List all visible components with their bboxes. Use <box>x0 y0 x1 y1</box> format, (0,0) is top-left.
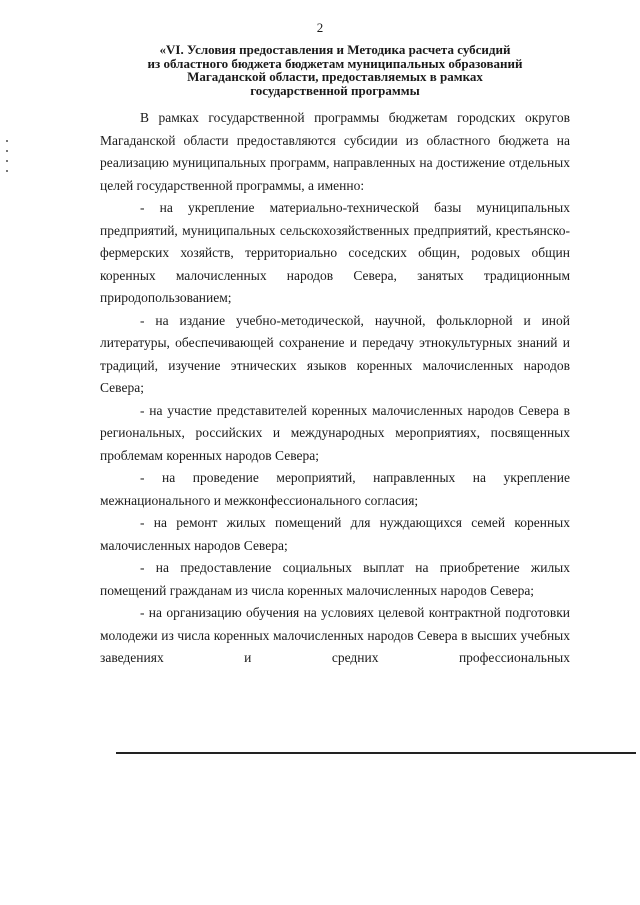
list-item-paragraph: - на ремонт жилых помещений для нуждающихся семей коренных малочисленных народов Севера; <box>100 515 570 553</box>
document-body <box>100 107 570 670</box>
section-heading <box>100 43 570 97</box>
heading-line: Магаданской области, предоставляемых в рамках <box>187 69 483 84</box>
page-number: 2 <box>316 20 324 35</box>
list-item-paragraph: - на укрепление материально-технической базы муниципальных предприятий, муниципальных сельскохозяйственных предприятий, крестьянско-фермерских хозяйств, территориально соседских общин, родовых общин коренных малочисленных народов Севера, занятых традиционным природопользованием; <box>100 200 570 305</box>
heading-line: государственной программы <box>250 82 420 98</box>
heading-line: из областного бюджета бюджетам муниципальных образований <box>147 55 523 71</box>
scan-artifact <box>6 140 9 180</box>
intro-paragraph: В рамках государственной программы бюджетам городских округов Магаданской области предоставляются субсидии из областного бюджета на реализацию муниципальных программ, направленных на достижение отдельных целей государственной программы, а именно: <box>100 110 570 193</box>
heading-line: «VI. Условия предоставления и Методика расчета субсидий <box>159 42 511 57</box>
bottom-divider <box>116 752 636 754</box>
list-item-paragraph: - на издание учебно-методической, научной, фольклорной и иной литературы, обеспечивающей сохранение и передачу этнокультурных знаний и традиций, изучение этнических языков коренных малочисленных народов Севера; <box>100 312 570 395</box>
list-item-paragraph: - на проведение мероприятий, направленных на укрепление межнационального и межконфессионального согласия; <box>100 470 570 508</box>
list-item-paragraph: - на участие представителей коренных малочисленных народов Севера в региональных, российских и международных мероприятиях, посвященных проблемам коренных народов Севера; <box>100 402 570 463</box>
list-item-paragraph: - на предоставление социальных выплат на приобретение жилых помещений гражданам из числа коренных малочисленных народов Севера; <box>100 560 570 598</box>
list-item-paragraph: - на организацию обучения на условиях целевой контрактной подготовки молодежи из числа коренных малочисленных народов Севера в высших учебных заведениях и средних профессиональных <box>100 605 570 665</box>
